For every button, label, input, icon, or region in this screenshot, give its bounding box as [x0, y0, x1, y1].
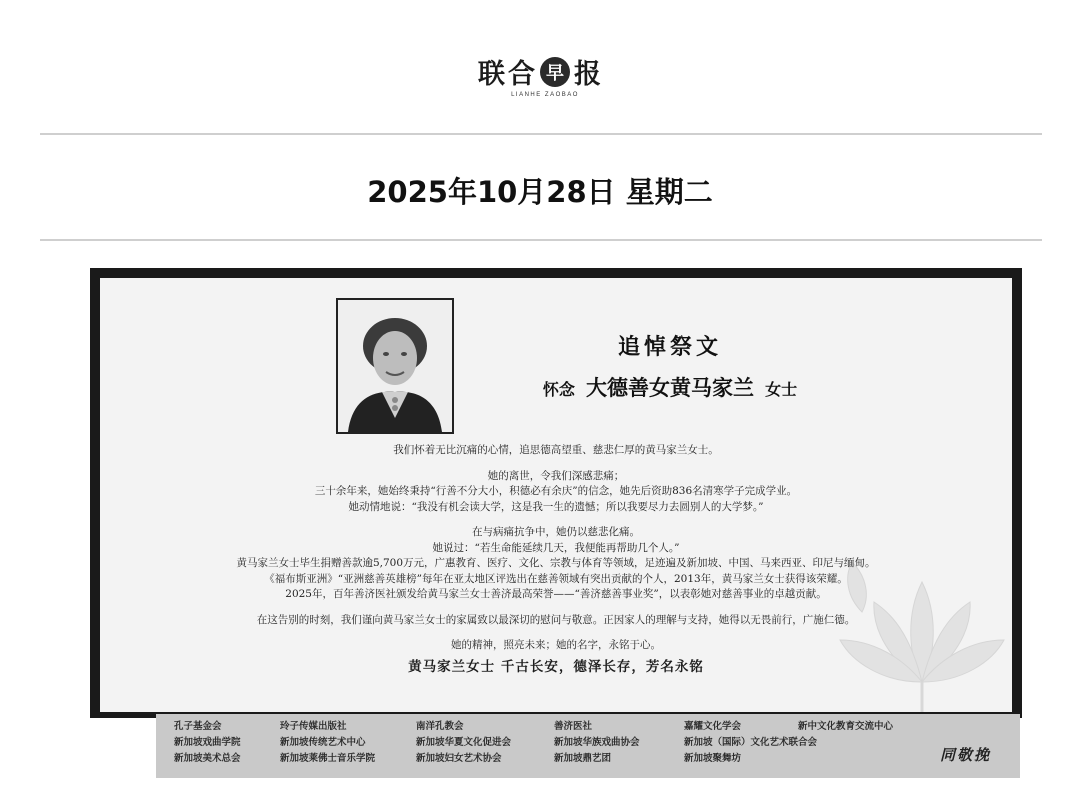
body-line: 在与病痛抗争中，她仍以慈悲化痛。: [472, 526, 640, 538]
body-line: 黄马家兰女士毕生捐赠善款逾5,700万元，广惠教育、医疗、文化、宗教与体育等领域，足迹遍及新加坡、中国、马来西亚、印尼与缅甸。: [236, 557, 876, 569]
signature-text: 同敬挽: [940, 746, 992, 764]
org-name: 新加坡聚舞坊: [684, 753, 742, 764]
organizations-footer: [156, 714, 1020, 778]
logo-badge-icon: 早: [540, 57, 570, 87]
org-name: 嘉耀文化学会: [684, 721, 742, 732]
org-name: 新加坡华夏文化促进会: [416, 737, 512, 748]
obituary-body: [100, 443, 1012, 675]
logo-char: 联: [478, 59, 506, 90]
org-name: 玲子传媒出版社: [280, 721, 347, 732]
top-divider: [40, 133, 1042, 135]
subtitle-prefix: 怀念: [542, 380, 575, 399]
org-name: 孔子基金会: [174, 721, 222, 732]
org-name: 新加坡鼎艺团: [554, 753, 612, 764]
logo-char: 合: [508, 59, 536, 90]
org-name: 新加坡莱佛士音乐学院: [280, 753, 376, 764]
closing-line: 黄马家兰女士 千古长安，德泽长存，芳名永铭: [408, 658, 704, 675]
logo-char: 报: [574, 59, 602, 90]
body-line: 她的离世，令我们深感悲痛；: [487, 469, 625, 482]
body-line: 2025年，百年善济医社颁发给黄马家兰女士善济最高荣誉——“善济慈善事业奖”，以表彰她对慈善事业的卓越贡献。: [285, 588, 827, 600]
body-line: 她的精神，照亮未来；她的名字，永铭于心。: [451, 639, 661, 651]
body-line: 我们怀着无比沉痛的心情，追思德高望重、慈悲仁厚的黄马家兰女士。: [393, 444, 719, 456]
org-name: 善济医社: [554, 721, 593, 732]
deceased-name: 大德善女黄马家兰: [586, 376, 754, 400]
masthead: [0, 52, 1080, 98]
portrait-photo: [336, 298, 454, 434]
subtitle-suffix: 女士: [765, 380, 798, 399]
date-divider: [40, 239, 1042, 241]
issue-date: 2025年10月28日 星期二: [367, 175, 713, 209]
obituary-subtitle: [480, 372, 860, 402]
org-name: 新加坡传统艺术中心: [280, 737, 366, 748]
org-name: 新加坡美术总会: [174, 753, 241, 764]
org-name: 新加坡（国际）文化艺术联合会: [684, 737, 818, 748]
logo-subtitle: LIANHE ZAOBAO: [511, 92, 579, 98]
body-line: 她动情地说：“我没有机会读大学，这是我一生的遗憾；所以我要尽力去圆别人的大学梦。”: [348, 500, 764, 513]
body-line: 她说过：“若生命能延续几天，我便能再帮助几个人。”: [432, 541, 680, 554]
body-line: 在这告别的时刻，我们谨向黄马家兰女士的家属致以最深切的慰问与敬意。正因家人的理解与支持，她得以无畏前行，广施仁德。: [256, 613, 856, 626]
newspaper-logo[interactable]: [478, 52, 602, 91]
org-name: 新加坡戏曲学院: [174, 737, 241, 748]
obituary-panel: [100, 278, 1012, 712]
body-line: 《福布斯亚洲》“亚洲慈善英雄榜”每年在亚太地区评选出在慈善领域有突出贡献的个人，2013年，黄马家兰女士获得该荣耀。: [264, 572, 848, 585]
org-name: 南洋孔教会: [416, 721, 464, 732]
obituary-frame: [90, 268, 1022, 718]
org-name: 新中文化教育交流中心: [798, 721, 894, 732]
org-name: 新加坡华族戏曲协会: [554, 737, 640, 748]
body-line: 三十余年来，她始终秉持“行善不分大小，积德必有余庆”的信念，她先后资助836名清寒学子完成学业。: [314, 485, 798, 497]
org-name: 新加坡妇女艺术协会: [416, 753, 502, 764]
portrait-image: [338, 300, 452, 432]
obituary-title: 追悼祭文: [617, 334, 722, 360]
